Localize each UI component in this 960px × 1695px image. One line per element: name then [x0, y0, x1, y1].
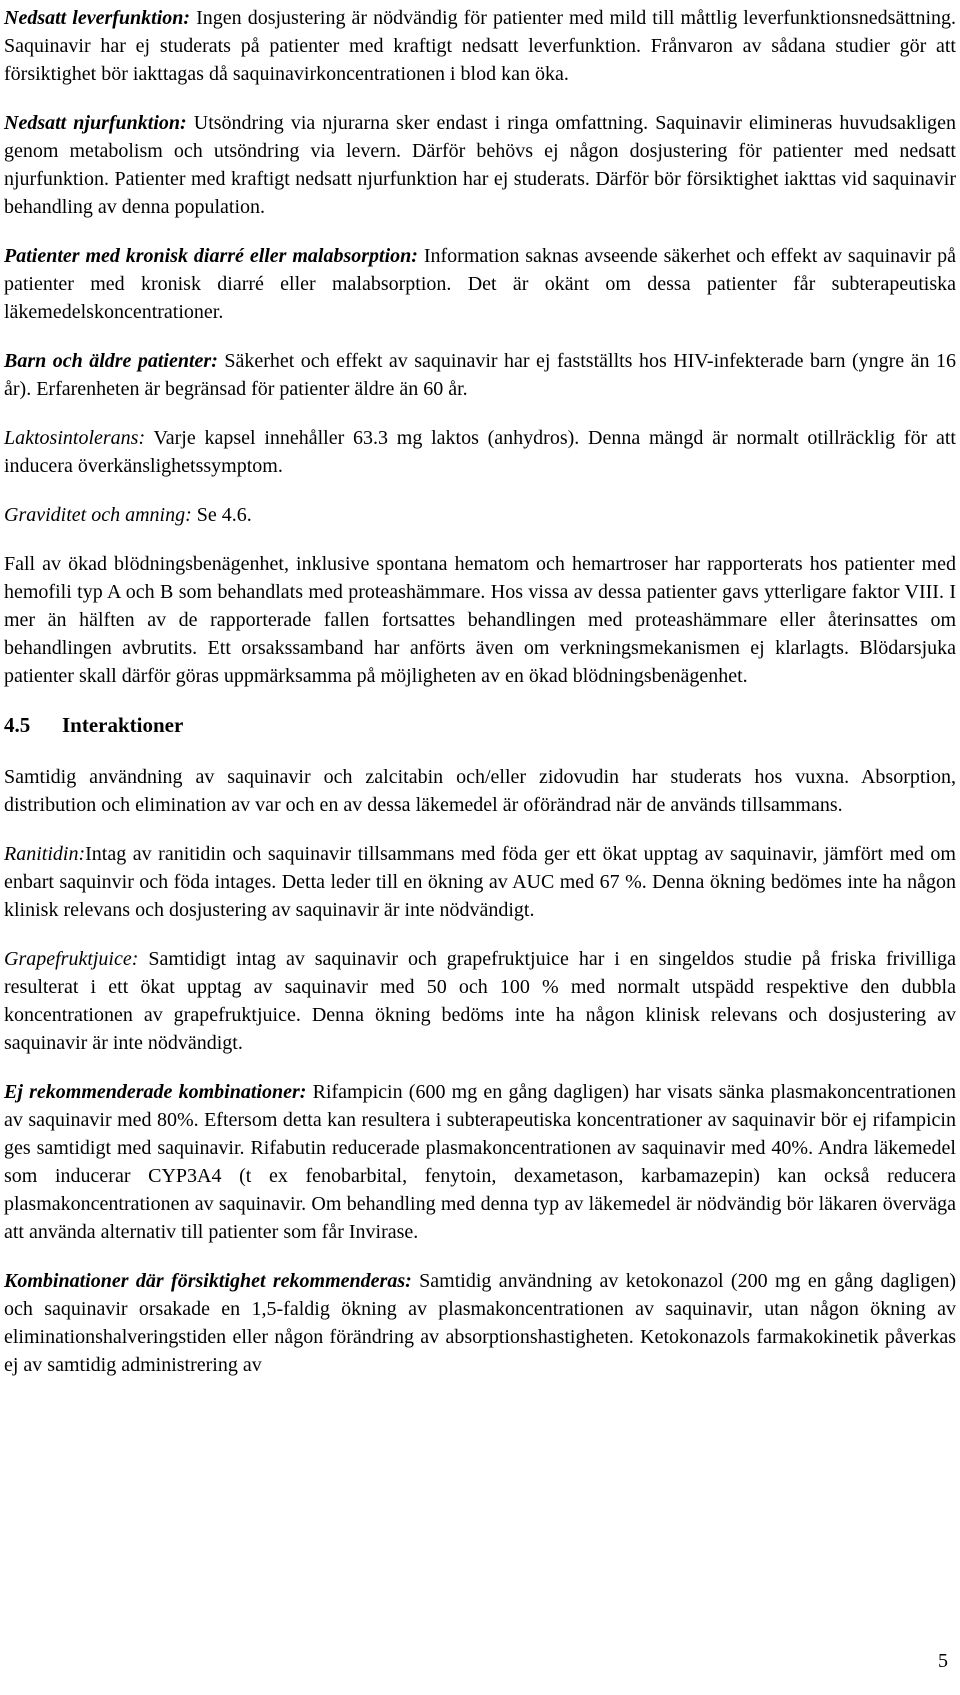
section-heading — [4, 711, 956, 739]
paragraph-zalcitabine — [4, 763, 956, 819]
paragraph-text: Information saknas avseende säkerhet och effekt av saquinavir på patienter med kronisk diarré eller malabsorption. Det är okänt om dessa patienter får subterapeutiska läkemedelskoncentrationer. — [4, 245, 957, 323]
paragraph-hepatic-impairment — [4, 4, 956, 88]
paragraph-text: Säkerhet och effekt av saquinavir har ej fastställts hos HIV-infekterade barn (yngre än 16 år). Erfarenheten är begränsad för patienter äldre än 60 år. — [4, 350, 957, 400]
paragraph-text: Fall av ökad blödningsbenägenhet, inklusive spontana hematom och hemartroser har rapporterats hos patienter med hemofili typ A och B som behandlats med proteashämmare. Hos vissa av dessa patienter gavs ytterligare faktor VIII. I mer än hälften av de rapporterade fallen fortsattes behandlingen med proteashämmare eller återinsattes om behandlingen avbrutits. Ett orsakssamband har anförts även om verkningsmekanismen ej klarlagts. Blödarsjuka patienter skall därför göras uppmärksamma på möjligheten av en ökad blödningsbenägenhet. — [4, 553, 956, 687]
paragraph-lead: Grapefruktjuice: — [4, 948, 139, 970]
paragraph-caution — [4, 1267, 956, 1379]
paragraph-diarrhea-malabsorption — [4, 242, 956, 326]
paragraph-lead: Ej rekommenderade kombinationer: — [4, 1081, 307, 1103]
paragraph-pregnancy — [4, 501, 956, 529]
paragraph-text: Varje kapsel innehåller 63.3 mg laktos (anhydros). Denna mängd är normalt otillräcklig för att inducera överkänslighetssymptom. — [4, 427, 956, 477]
paragraph-text: Rifampicin (600 mg en gång dagligen) har visats sänka plasmakoncentrationen av saquinavir med 80%. Eftersom detta kan resultera i subterapeutiska koncentrationer av saquinavir bör ej rifampicin ges samtidigt med saquinavir. Rifabutin reducerade plasmakoncentrationen av saquinavir med 40%. Andra läkemedel som inducerar CYP3A4 (t ex fenobarbital, fenytoin, dexametason, karbamazepin) kan också reducera plasmakoncentrationen av saquinavir. Om behandling med denna typ av läkemedel är nödvändig bör läkaren överväga att använda alternativ till patienter som får Invirase. — [4, 1081, 956, 1243]
paragraph-text: Samtidig användning av ketokonazol (200 mg en gång dagligen) och saquinavir orsakade en 1,5-faldig ökning av plasmakoncentrationen av saquinavir, utan någon ökning av eliminationshalveringstiden eller någon förändring av absorptionshastigheten. Ketokonazols farmakokinetik påverkas ej av samtidig administrering av — [4, 1270, 956, 1376]
paragraph-text: Intag av ranitidin och saquinavir tillsammans med föda ger ett ökat upptag av saquinavir, jämfört med om enbart saquinvir och föda intages. Detta leder till en ökning av AUC med 67 %. Denna ökning bedömes inte ha någon klinisk relevans och dosjustering av saquinavir är inte nödvändigt. — [4, 843, 956, 921]
paragraph-grapefruit — [4, 945, 956, 1057]
section-number: 4.5 — [4, 713, 31, 737]
paragraph-lactose-intolerance — [4, 424, 956, 480]
paragraph-renal-impairment — [4, 109, 956, 221]
paragraph-lead: Laktosintolerans: — [4, 427, 146, 449]
paragraph-text: Ingen dosjustering är nödvändig för patienter med mild till måttlig leverfunktionsnedsättning. Saquinavir har ej studerats på patienter med kraftigt nedsatt leverfunktion. Frånvaron av sådana studier gör att försiktighet bör iakttagas då saquinavirkoncentrationen i blod kan öka. — [4, 7, 956, 85]
page-number: 5 — [938, 1650, 948, 1672]
section-title: Interaktioner — [62, 713, 184, 737]
paragraph-lead: Barn och äldre patienter: — [4, 350, 218, 372]
paragraph-lead: Graviditet och amning: — [4, 504, 192, 526]
paragraph-not-recommended — [4, 1078, 956, 1246]
paragraph-children-elderly — [4, 347, 956, 403]
paragraph-lead: Patienter med kronisk diarré eller malabsorption: — [4, 245, 418, 267]
paragraph-text: Utsöndring via njurarna sker endast i ringa omfattning. Saquinavir elimineras huvudsakligen genom metabolism och utsöndring via levern. Därför behövs ej någon dosjustering för patienter med nedsatt njurfunktion. Patienter med kraftigt nedsatt njurfunktion har ej studerats. Därför bör försiktighet iakttas vid saquinavir behandling av denna population. — [4, 112, 956, 218]
paragraph-bleeding — [4, 550, 956, 690]
paragraph-lead: Kombinationer där försiktighet rekommenderas: — [4, 1270, 412, 1292]
paragraph-text: Samtidigt intag av saquinavir och grapefruktjuice har i en singeldos studie på friska frivilliga resulterat i ett ökat upptag av saquinavir med 50 och 100 % med normalt utspädd respektive den dubbla koncentrationen av grapefruktjuice. Denna ökning bedöms inte ha någon klinisk relevans och dosjustering av saquinavir är inte nödvändigt. — [4, 948, 956, 1054]
paragraph-lead: Nedsatt njurfunktion: — [4, 112, 187, 134]
paragraph-lead: Ranitidin: — [4, 843, 86, 865]
paragraph-text: Se 4.6. — [191, 504, 252, 526]
document-body — [4, 4, 956, 1379]
paragraph-ranitidine — [4, 840, 956, 924]
paragraph-lead: Nedsatt leverfunktion: — [4, 7, 191, 29]
paragraph-text: Samtidig användning av saquinavir och zalcitabin och/eller zidovudin har studerats hos vuxna. Absorption, distribution och elimination av var och en av dessa läkemedel är oförändrad när de används tillsammans. — [4, 766, 956, 816]
